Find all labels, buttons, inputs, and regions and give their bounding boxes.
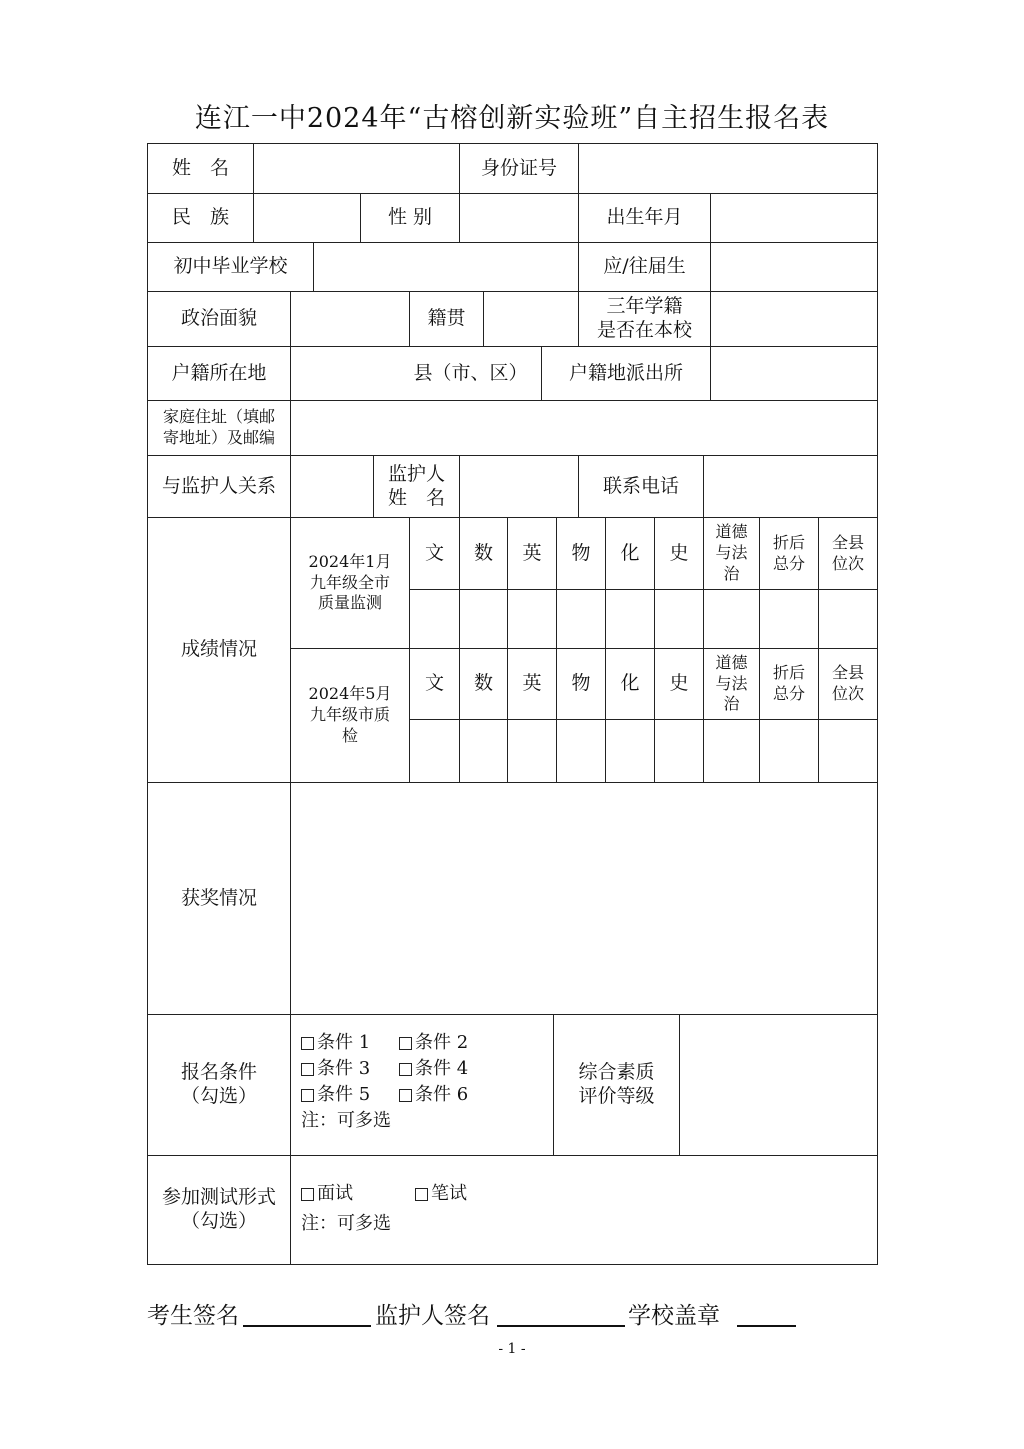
- school-seal-line[interactable]: [737, 1325, 796, 1327]
- condition-checkbox[interactable]: [301, 1056, 399, 1082]
- address-label: 家庭住址（填邮 寄地址）及邮编: [162, 407, 275, 447]
- relation-field[interactable]: [291, 456, 373, 517]
- test-form-label: 参加测试形式 （勾选）: [161, 1186, 276, 1232]
- guardian-name-field[interactable]: [460, 456, 578, 517]
- subject-header: 化: [620, 541, 640, 564]
- condition-checkbox[interactable]: [301, 1030, 399, 1056]
- subject-header: 全县 位次: [831, 532, 864, 573]
- id-card-field[interactable]: [579, 144, 877, 193]
- subject-header: 英: [522, 672, 542, 695]
- birth-field[interactable]: [711, 194, 877, 242]
- condition-label: 条件 4: [415, 1058, 469, 1079]
- awards-field[interactable]: [291, 783, 877, 1014]
- subject-header: 数: [473, 672, 493, 695]
- subject-header: 折后 总分: [772, 532, 805, 573]
- row-divider: [409, 589, 878, 590]
- awards-label: 获奖情况: [180, 886, 257, 909]
- test-form-options: [301, 1181, 513, 1237]
- police-field[interactable]: [711, 347, 877, 400]
- guardian-name-label: 监护人 姓 名: [387, 462, 445, 509]
- exam2-label: 2024年5月 九年级市质 检: [308, 684, 392, 745]
- grad-type-label: 应/往届生: [603, 255, 686, 278]
- school-field[interactable]: [314, 243, 578, 291]
- hukou-label: 户籍所在地: [171, 361, 267, 384]
- checkbox-icon: [301, 1063, 314, 1076]
- condition-label: 条件 2: [415, 1032, 469, 1053]
- guardian-sign-line[interactable]: [497, 1325, 625, 1327]
- exam1-label: 2024年1月 九年级全市 质量监测: [308, 551, 392, 613]
- condition-label: 条件 3: [317, 1058, 371, 1079]
- student-sign-line[interactable]: [243, 1325, 371, 1327]
- checkbox-icon: [399, 1063, 412, 1076]
- option-label: 笔试: [431, 1183, 467, 1204]
- interview-checkbox[interactable]: [301, 1181, 415, 1207]
- subject-header: 全县 位次: [831, 663, 864, 703]
- condition-label: 条件 5: [317, 1084, 371, 1105]
- quality-label: 综合素质 评价等级: [578, 1061, 655, 1107]
- table-border-bottom: [147, 1264, 878, 1265]
- condition-checkbox[interactable]: [399, 1056, 497, 1082]
- police-label: 户籍地派出所: [568, 361, 683, 384]
- row-divider: [409, 719, 878, 720]
- subject-header: 英: [522, 541, 542, 564]
- conditions-note: 注：可多选: [301, 1110, 391, 1131]
- subject-header: 文: [424, 541, 444, 564]
- name-label: 姓 名: [171, 156, 229, 179]
- political-field[interactable]: [291, 292, 409, 346]
- written-checkbox[interactable]: [415, 1181, 513, 1207]
- col-divider: [290, 1155, 291, 1264]
- ethnicity-field[interactable]: [254, 194, 360, 242]
- checkbox-icon: [399, 1089, 412, 1102]
- school-label: 初中毕业学校: [173, 255, 288, 278]
- checkbox-icon: [415, 1188, 428, 1201]
- gender-label: 性 别: [387, 206, 433, 229]
- page-number: - 1 -: [498, 1341, 526, 1357]
- condition-label: 条件 1: [317, 1032, 371, 1053]
- phone-field[interactable]: [704, 456, 877, 517]
- subject-header: 史: [669, 541, 689, 564]
- subject-header: 道德 与法 治: [715, 522, 748, 583]
- subject-header: 文: [424, 672, 444, 695]
- student-sign-label: 考生签名: [147, 1303, 239, 1329]
- guardian-sign-label: 监护人签名: [375, 1303, 490, 1329]
- id-card-label: 身份证号: [480, 156, 557, 179]
- subject-header: 物: [571, 541, 591, 564]
- condition-checkbox[interactable]: [301, 1082, 399, 1108]
- col-divider: [290, 1014, 291, 1155]
- grad-type-field[interactable]: [711, 243, 877, 291]
- col-divider: [290, 346, 291, 400]
- three-year-field[interactable]: [711, 292, 877, 346]
- condition-checkbox[interactable]: [399, 1030, 497, 1056]
- scores-label: 成绩情况: [180, 638, 257, 661]
- native-place-field[interactable]: [484, 292, 578, 346]
- test-form-note: 注：可多选: [301, 1213, 391, 1234]
- three-year-label: 三年学籍 是否在本校: [596, 295, 692, 341]
- form-title: 连江一中2024年“古榕创新实验班”自主招生报名表: [194, 103, 830, 134]
- native-place-label: 籍贯: [427, 307, 466, 330]
- subject-header: 化: [620, 672, 640, 695]
- conditions-options: [301, 1030, 497, 1134]
- subject-header: 数: [473, 541, 493, 564]
- birth-label: 出生年月: [606, 206, 683, 229]
- name-field[interactable]: [254, 144, 459, 193]
- address-field[interactable]: [291, 401, 877, 455]
- relation-label: 与监护人关系: [161, 474, 276, 497]
- phone-label: 联系电话: [602, 474, 679, 497]
- checkbox-icon: [301, 1089, 314, 1102]
- condition-label: 条件 6: [415, 1084, 469, 1105]
- checkbox-icon: [301, 1037, 314, 1050]
- county-label: 县（市、区）: [413, 361, 528, 384]
- political-label: 政治面貌: [180, 307, 257, 330]
- conditions-label: 报名条件 （勾选）: [180, 1061, 257, 1107]
- checkbox-icon: [301, 1188, 314, 1201]
- checkbox-icon: [399, 1037, 412, 1050]
- gender-field[interactable]: [460, 194, 578, 242]
- subject-header: 物: [571, 672, 591, 695]
- quality-field[interactable]: [680, 1015, 877, 1155]
- subject-header: 史: [669, 672, 689, 695]
- option-label: 面试: [317, 1183, 353, 1204]
- table-border-right: [877, 143, 878, 1265]
- subject-header: 道德 与法 治: [715, 652, 748, 714]
- condition-checkbox[interactable]: [399, 1082, 497, 1108]
- ethnicity-label: 民 族: [171, 206, 229, 229]
- school-seal-label: 学校盖章: [628, 1303, 720, 1329]
- subject-header: 折后 总分: [772, 663, 805, 703]
